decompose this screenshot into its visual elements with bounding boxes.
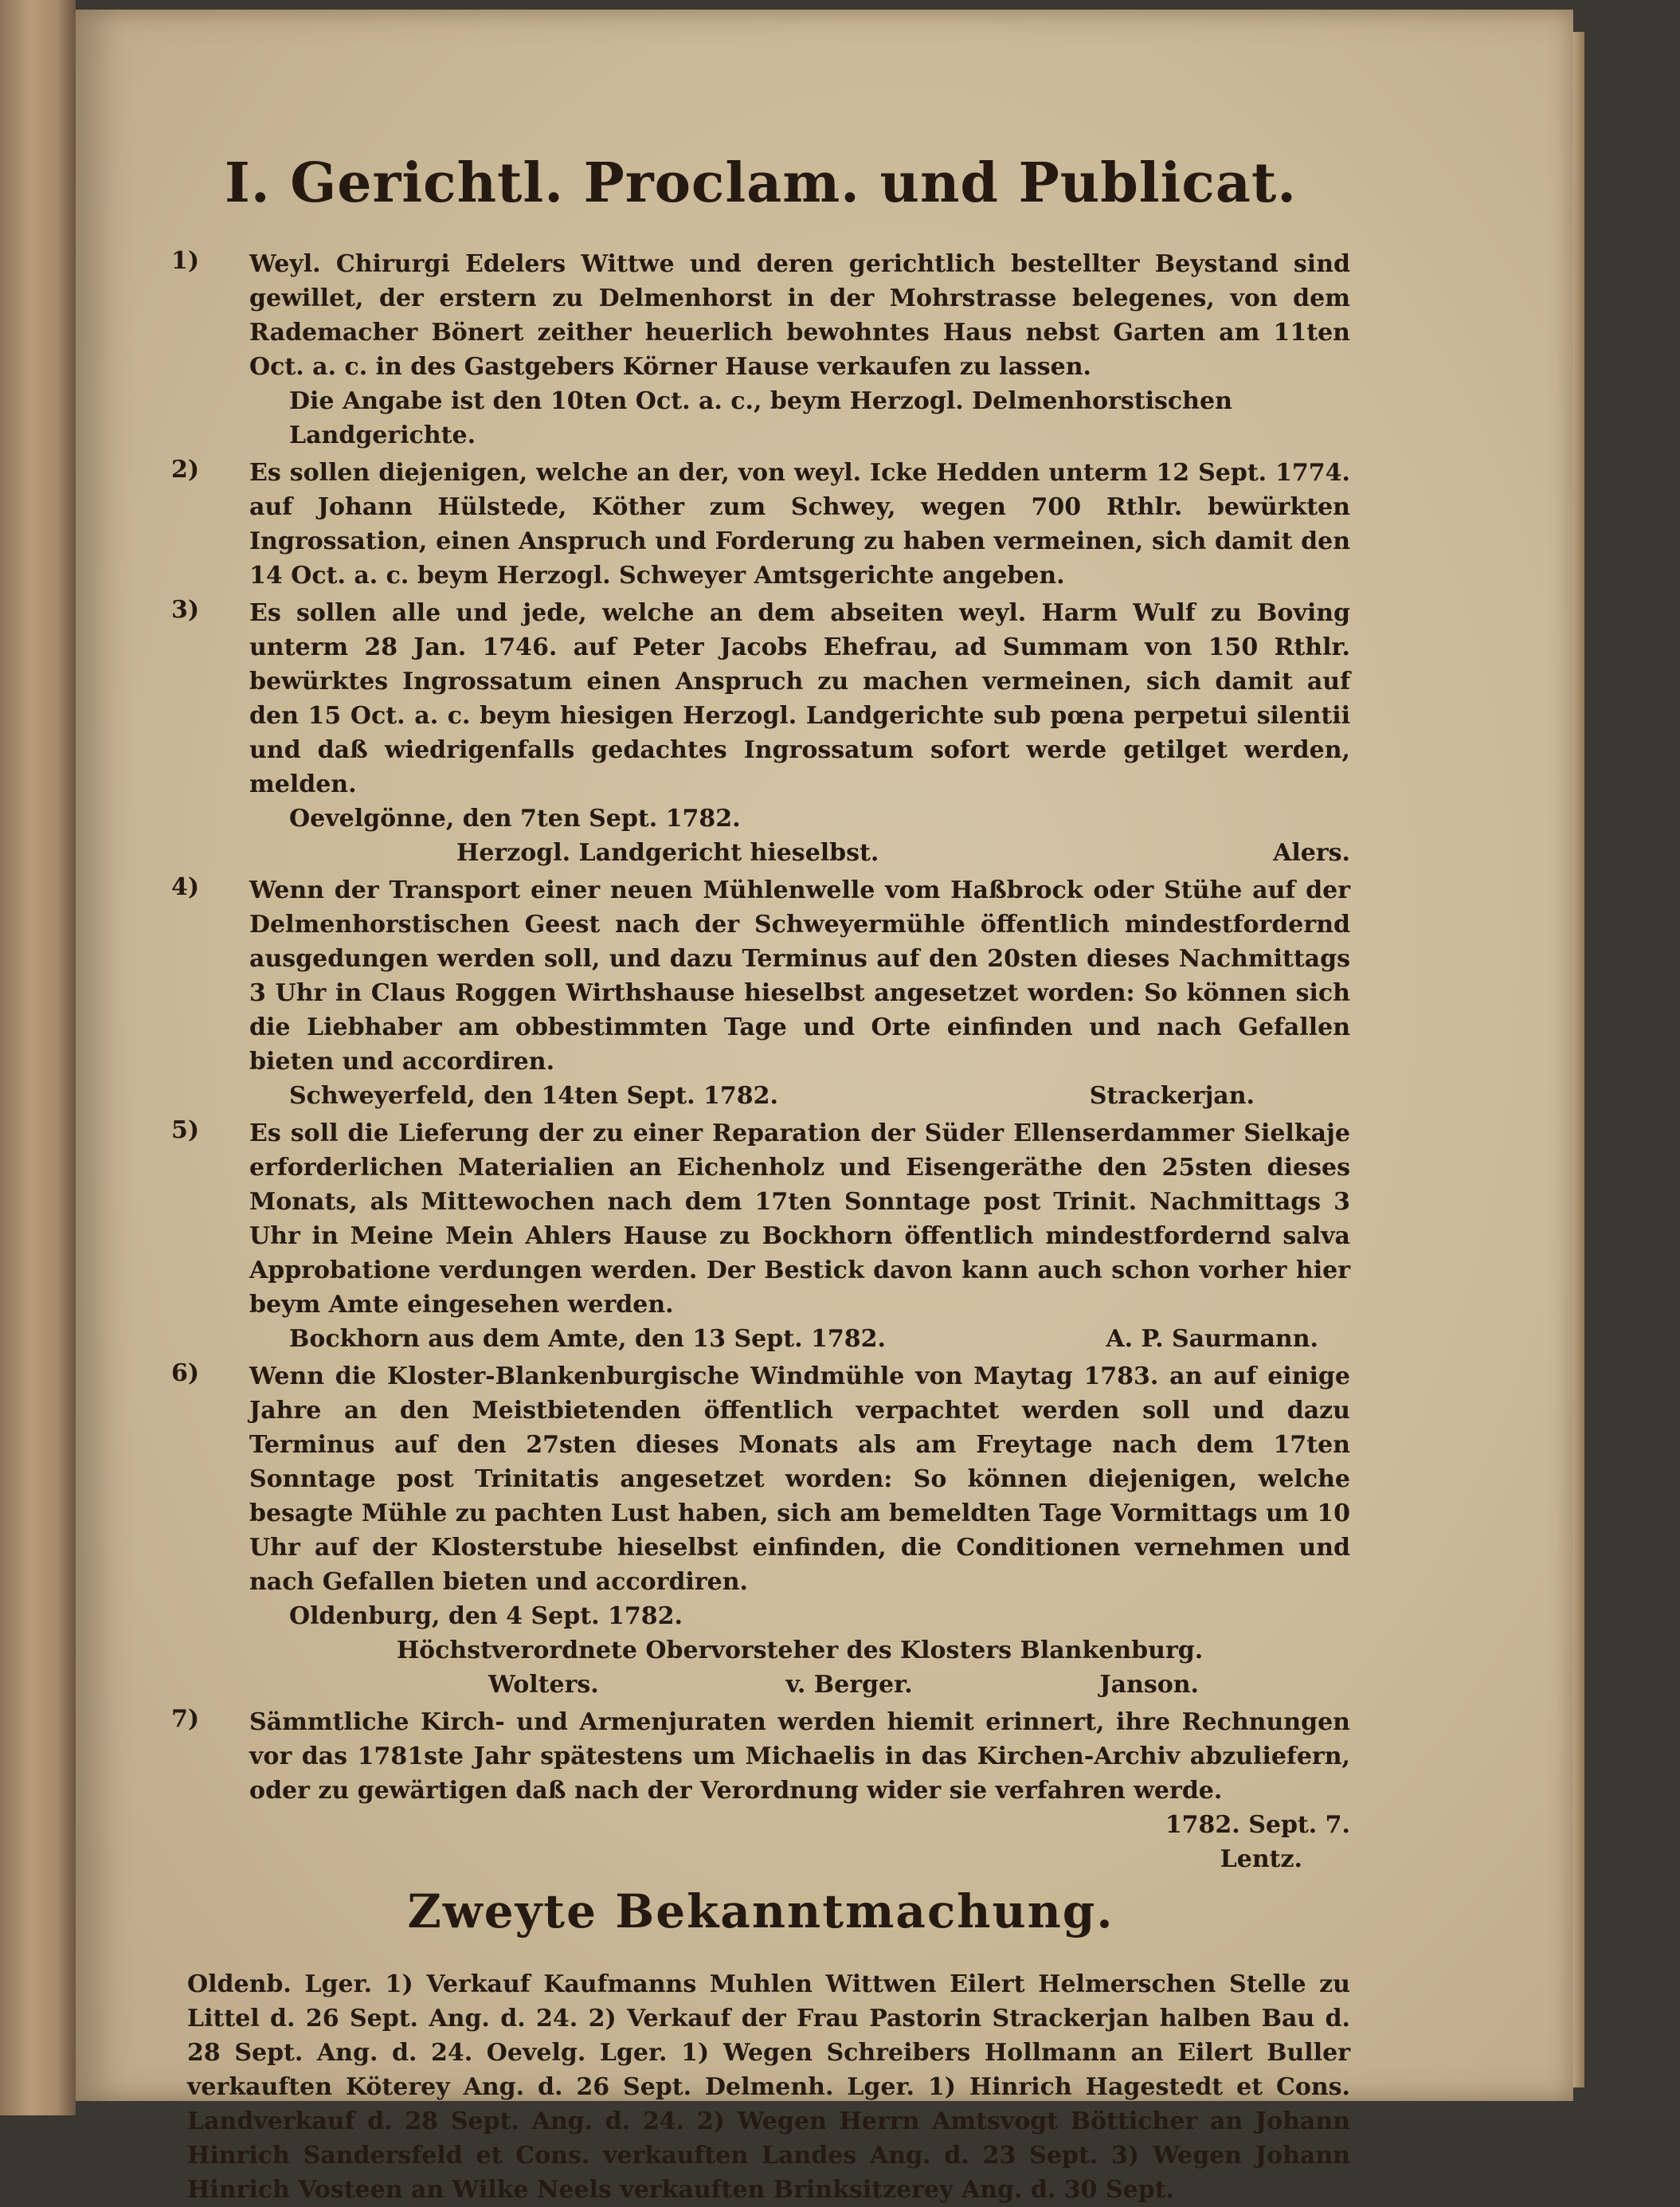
right-page-edge [1573, 32, 1584, 2087]
notice-text: Weyl. Chirurgi Edelers Wittwe und deren gerichtlich bestellter Beystand sind gewillet, der erstern zu Delmenhorst in der Mohrstrasse belegenes, von dem Rademacher Bönert zeither heuerlich bewohntes Haus nebst Garten am 11ten Oct. a. c. in des Gastgebers Körner Hause verkaufen zu lassen. [249, 250, 1350, 381]
notice-number: 5) [171, 1116, 200, 1144]
notice-signature: Lentz. [1220, 1845, 1302, 1873]
page-title: I. Gerichtl. Proclam. und Publicat. [225, 151, 1297, 215]
notice-signatories-line [249, 1668, 1350, 1702]
notice-text: Es soll die Lieferung der zu einer Reparation der Süder Ellenserdammer Sielkaje erforderlichen Materialien an Eichenholz und Eisengeräthe den 25sten dieses Monats, als Mittewochen nach dem 17ten Sonntage post Trinit. Nachmittags 3 Uhr in Meine Mein Ahlers Hause zu Bockhorn öffentlich mindestfordernd salva Approbatione verdungen werden. Der Bestick davon kann auch schon vorher hier beym Amte eingesehen werden. [249, 1119, 1350, 1319]
notice-place-date: Oevelgönne, den 7ten Sept. 1782. [289, 805, 741, 833]
section-title: Zweyte Bekanntmachung. [407, 1884, 1114, 1938]
notice-6 [171, 1359, 1350, 1702]
notice-signature: A. P. Saurmann. [1106, 1325, 1318, 1353]
notice-footer [249, 384, 1350, 453]
signatory: Wolters. [488, 1671, 599, 1699]
notice-text: Sämmtliche Kirch- und Armenjuraten werden hiemit erinnert, ihre Rechnungen vor das 1781ste Jahr spätestens um Michaelis in das Kirchen-Archiv abzuliefern, oder zu gewärtigen daß nach der Verordnung wider sie verfahren werde. [249, 1708, 1350, 1805]
notice-text: Es sollen alle und jede, welche an dem abseiten weyl. Harm Wulf zu Boving unterm 28 Jan. 1746. auf Peter Jacobs Ehefrau, ad Summam von 150 Rthlr. bewürktes Ingrossatum einen Anspruch zu machen vermeinen, sich damit auf den 15 Oct. a. c. beym hiesigen Herzogl. Landgerichte sub pœna perpetui silentii und daß wiedrigenfalls gedachtes Ingrossatum sofort werde getilget werden, melden. [249, 599, 1350, 798]
second-announcement-text: Oldenb. Lger. 1) Verkauf Kaufmanns Muhlen Wittwen Eilert Helmerschen Stelle zu Littel d. 26 Sept. Ang. d. 24. 2) Verkauf der Frau Pastorin Strackerjan halben Bau d. 28 Sept. Ang. d. 24. Oevelg. Lger. 1) Wegen Schreibers Hollmann an Eilert Buller verkauften Köterey Ang. d. 26 Sept. Delmenh. Lger. 1) Hinrich Hagestedt et Cons. Landverkauf d. 28 Sept. Ang. d. 24. 2) Wegen Herrn Amtsvogt Bötticher an Johann Hinrich Sandersfeld et Cons. verkauften Landes Ang. d. 23 Sept. 3) Wegen Johann Hinrich Vosteen an Wilke Neels verkauften Brinksitzerey Ang. d. 30 Sept. [187, 1970, 1350, 2204]
notice-date: 1782. Sept. 7. [1165, 1811, 1350, 1839]
notice-place-date-line [249, 1599, 1350, 1633]
notice-1 [171, 247, 1350, 453]
notice-number: 2) [171, 456, 200, 484]
notice-place-date-line [249, 1079, 1350, 1113]
page-content [171, 135, 1350, 2207]
notice-office: Herzogl. Landgericht hieselbst. [456, 839, 879, 867]
notice-4 [171, 873, 1350, 1113]
signatory: v. Berger. [785, 1671, 913, 1699]
notice-number: 7) [171, 1705, 200, 1733]
notice-number: 1) [171, 247, 200, 275]
notice-signature: Alers. [1273, 839, 1350, 867]
notice-place-date: Schweyerfeld, den 14ten Sept. 1782. [289, 1082, 778, 1110]
notice-2 [171, 456, 1350, 593]
notice-place-date: Oldenburg, den 4 Sept. 1782. [289, 1602, 683, 1630]
notice-office-line [249, 1633, 1350, 1668]
notice-number: 6) [171, 1359, 200, 1387]
notice-5 [171, 1116, 1350, 1356]
notice-date-line [249, 1808, 1350, 1842]
notice-place-date-line [249, 802, 1350, 836]
notice-text: Wenn der Transport einer neuen Mühlenwelle vom Haßbrock oder Stühe auf der Delmenhorstischen Geest nach der Schweyermühle öffentlich mindestfordernd ausgedungen werden soll, und dazu Terminus auf den 20sten dieses Nachmittags 3 Uhr in Claus Roggen Wirthshause hieselbst angesetzet worden: So können sich die Liebhaber am obbestimmten Tage und Orte einfinden und nach Gefallen bieten und accordiren. [249, 876, 1350, 1076]
notice-text: Wenn die Kloster-Blankenburgische Windmühle von Maytag 1783. an auf einige Jahre an den Meistbietenden öffentlich verpachtet werden soll und dazu Terminus auf den 27sten dieses Monats als am Freytage nach dem 17ten Sonntage post Trinitatis angesetzet worden: So können diejenigen, welche besagte Mühle zu pachten Lust haben, sich am bemeldten Tage Vormittags um 10 Uhr auf der Klosterstube hieselbst einfinden, die Conditionen vernehmen und nach Gefallen bieten und accordiren. [249, 1362, 1350, 1596]
notice-footer-text: Die Angabe ist den 10ten Oct. a. c., beym Herzogl. Delmenhorstischen Landgerichte. [289, 387, 1232, 449]
notice-7 [171, 1705, 1350, 1876]
notice-3 [171, 596, 1350, 870]
signatory: Janson. [1099, 1671, 1199, 1699]
notice-place-date: Bockhorn aus dem Amte, den 13 Sept. 1782. [289, 1325, 886, 1353]
left-page-edge [0, 0, 76, 2115]
notice-signature-line [249, 1842, 1350, 1876]
notice-place-date-line [249, 1322, 1350, 1356]
notice-number: 3) [171, 596, 200, 624]
notice-text: Es sollen diejenigen, welche an der, von weyl. Icke Hedden unterm 12 Sept. 1774. auf Johann Hülstede, Köther zum Schwey, wegen 700 Rthlr. bewürkten Ingrossation, einen Anspruch und Forderung zu haben vermeinen, sich damit den 14 Oct. a. c. beym Herzogl. Schweyer Amtsgerichte angeben. [249, 459, 1350, 590]
notice-signature: Strackerjan. [1089, 1082, 1255, 1110]
notice-office-line [249, 836, 1350, 870]
notice-number: 4) [171, 873, 200, 901]
notice-office: Höchstverordnete Obervorsteher des Klosters Blankenburg. [396, 1637, 1204, 1664]
